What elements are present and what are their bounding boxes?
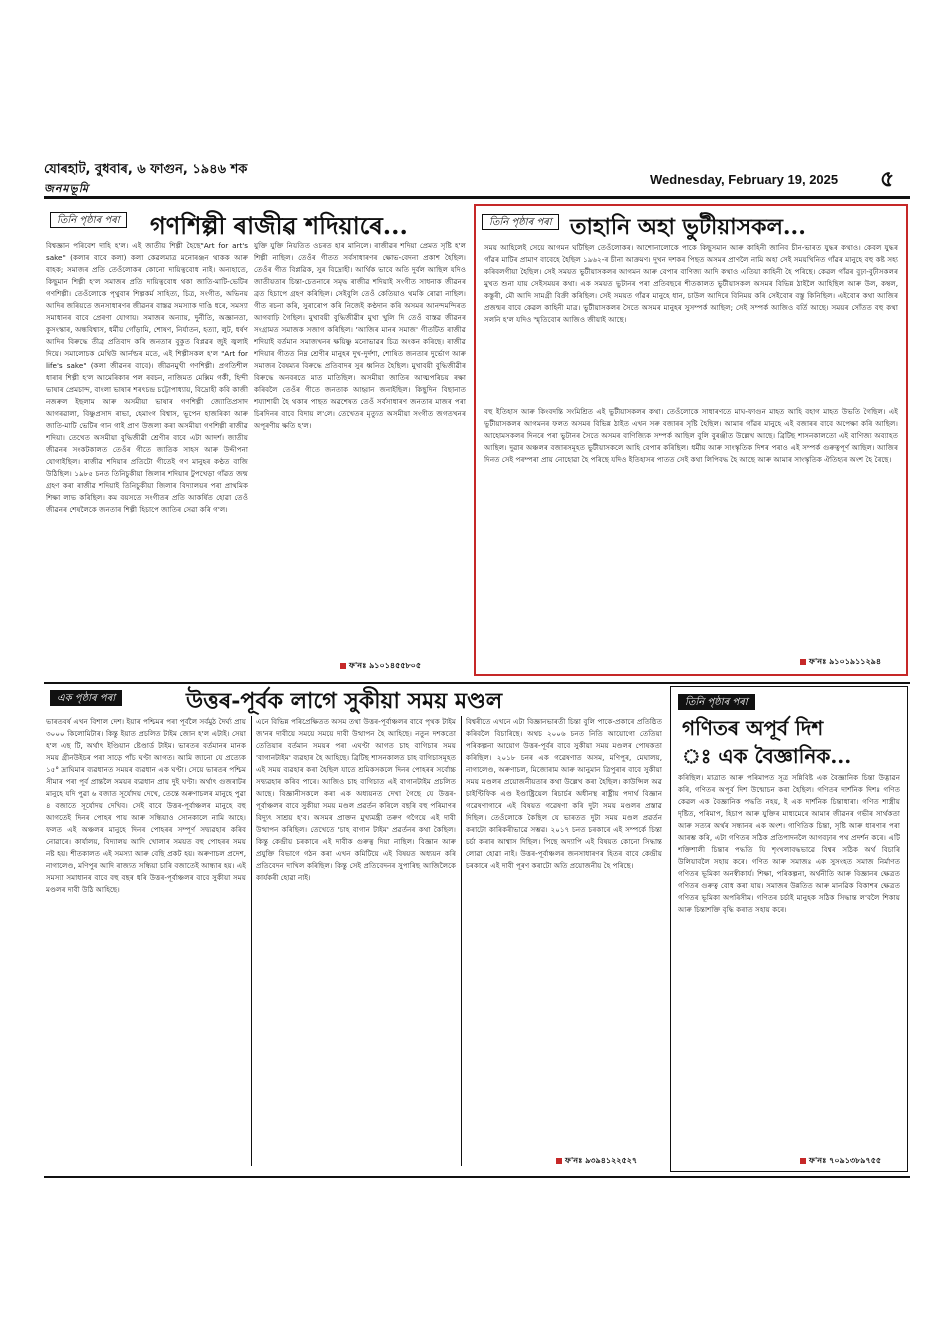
bullet-square-icon: [800, 1158, 806, 1164]
article-4-headline-line2: ঃ এক বৈজ্ঞানিক...: [682, 744, 852, 768]
dateline-english: Wednesday, February 19, 2025: [650, 172, 839, 187]
bullet-square-icon: [340, 663, 346, 669]
dateline-local: যোৰহাট, বুধবাৰ, ৬ ফাগুন, ১৯৪৬ শক: [44, 162, 248, 177]
column-divider: [251, 716, 252, 1166]
article-2-col2: বহু ইতিহাস আৰু কিংবদন্তি সংমিশ্ৰিত এই ভুটীয়াসকলৰ কথা। তেওঁলোকে সাধাৰণতে মাঘ-ফাগুন মাহত আহি বহাগ মাহত উভতি গৈছিল। এই ভুটীয়াসকলৰ আগমনৰ ফলত অসমৰ বিভিন্ন ঠাইত এখন সৰু বজাৰৰ সৃষ্টি হৈছিল। আমাৰ গাঁৱৰ মানুহে এই বজাৰৰ বাবে অপেক্ষা কৰি আছিল। আহোমসকলৰ দিনৰে পৰা ভুটানৰ সৈতে অসমৰ বাণিজ্যিক সম্পৰ্ক আছিল বুলি বুৰঞ্জীত উল্লেখ আছে। ব্ৰিটিছ শাসনকালতো এই বাণিজ্য অব্যাহত আছিল। দুৱাৰ অঞ্চলৰ বজাৰসমূহত ভুটীয়াসকলে আহি বেপাৰ কৰিছিল। ধৰ্মীয় আৰু সাংস্কৃতিক দিশৰ পৰাও এই সম্পৰ্ক গুৰুত্বপূৰ্ণ আছিল। আজিৰ দিনত সেই পৰম্পৰা প্ৰায় নোহোৱা হৈ পৰিছে যদিও ইতিহাসৰ পাতত সেই কথা লিপিবদ্ধ হৈ আছে আৰু আমাৰ সাংস্কৃতিক ঐতিহ্যৰ অংশ হৈ ৰৈছে।: [484, 407, 898, 464]
article-2-tag: তিনি পৃষ্ঠাৰ পৰা: [482, 214, 559, 230]
article-3-phone: [556, 1155, 637, 1168]
article-1-col1: বিশ্বজ্ঞান পৰিবেশ দাহি হ'ল। এই জাতীয় শিল্পী হৈছে"Art for art's sake" (কলাৰ বাবে কলা) কলা কেৱলমাত্ৰ মনোৰঞ্জন থাকক আৰু বাহক; সমাজৰ প্ৰতি তেওঁলোকৰ কোনো দায়িত্ববোধ নাই। অন্যহাতে, কিছুমান শিল্পী হ'ল সমাজৰ প্ৰতি দায়িত্ববোধ থকা জাতি-মাটি-ভেটিৰ গণশিল্পী। তেওঁলোকে পৃথুবাৰ শিল্পকৰ্ম সাহিত্য, চিত্ৰ, সংগীত, অভিনয় আদিৰ জৰিয়তে জনসাধাৰণৰ জীৱনৰ বাস্তৱ সমস্যাক দাঙি ধৰে, সমস্যা সমাধানৰ বাবে প্ৰেৰণা যোগায়। সমাজৰ অন্যায়, দুৰ্নীতি, অজ্ঞানতা, কুসংস্কাৰ, অন্ধবিশ্বাস, ধৰ্মীয় গোঁড়ামি, শোষণ, নিৰ্যাতন, হত্যা, লুট, ধৰ্ষণ আদিৰ বিৰুদ্ধে তীব্ৰ প্ৰতিবাদ কৰি জনতাৰ বুকুত বিপ্লৱৰ জুই জ্বলাই দিয়ে। সমালোচক মেথিউ আৰ্নল্ডৰ মতে, এই শিল্পীসকল হ'ল "Art for life's sake" (কলা জীৱনৰ বাবে)। জীৱনমুখী গণশিল্পী। প্ৰগতিশীল ধাৰাৰ শিল্পী হ'ল আমেৰিকাৰ পল ৰবচন, নাজিমত মেক্সিম গৰ্কী, হিন্দী ভাষাৰ প্ৰেমচান্দ, বাংলা ভাষাৰ শৰৎচন্দ্ৰ চট্টোপাধ্যায়, বিদ্ৰোহী কবি কাজী নজৰুল ইছলাম আৰু অসমীয়া ভাষাৰ গণশিল্পী জ্যোতিপ্ৰসাদ আগৰৱালা, বিষ্ণুপ্ৰসাদ ৰাভা, হেমাংগ বিশ্বাস, ভূপেন হাজৰিকা আৰু জাতি-মাটি ভেটিৰ গান গাই প্ৰাণ উজলা কৰা অসমীয়া গণশিল্পী ৰাজীৱ শদিয়া। তেখেত অসমীয়া বুদ্ধিজীৱী শ্ৰেণীৰ বাবে এটা আদৰ্শ। জাতীয় জীৱনৰ সংকটকালত তেওঁৰ গীতে জাতিক সাহস আৰু উদ্দীপনা যোগাইছিল। ৰাজীৱ শদিয়াৰ প্ৰতিটো গীতেই গণ মানুহৰ কণ্ঠত বাজি উঠিছিল। ১৯৮৫ চনত তিনিচুকীয়া জিলাৰ শদিয়াৰ টুপখেড়া গাঁৱত জন্ম গ্ৰহণ কৰা ৰাজীৱ শদিয়াই তিনিচুকীয়া জিলাৰ বিদ্যালয়ৰ পৰা প্ৰাথমিক শিক্ষা লাভ কৰিছিল। কম বয়সতে সংগীতৰ প্ৰতি আকৰ্ষিত হোৱা তেওঁ জীৱনৰ শেষলৈকে জনতাৰ শিল্পী হিচাপে জাতিৰ সেৱা কৰি গ'ল।: [46, 241, 248, 514]
column-divider: [461, 716, 462, 1166]
article-3-col2: এনে বিভিন্ন পৰিপ্ৰেক্ষিতত অসম তথা উত্তৰ-পূৰ্বাঞ্চলৰ বাবে পৃথক টাইম জ'নৰ দাবীয়ে সময়ে সময়ে দাবী উত্থাপন হৈ আহিছে। নতুন দশকতো তেতিয়াৰ বৰ্তমান সময়ৰ পৰা এঘণ্টা আগত চাহ বাগিচাৰ সময় 'বাগানটাইম' ব্যৱহাৰ হৈ আহিছে। ব্ৰিটিছ শাসনকালত চাহ বাগিচাসমূহত এই সময় ব্যৱহাৰ কৰা হৈছিল যাতে শ্ৰমিকসকলে দিনৰ পোহৰৰ সৰ্বোচ্চ সদ্ব্যৱহাৰ কৰিব পাৰে। আজিও চাহ বাগিচাত এই বাগানটাইম প্ৰচলিত আছে। বিজ্ঞানীসকলে কৰা এক অধ্যয়নত দেখা গৈছে যে উত্তৰ-পূৰ্বাঞ্চলৰ বাবে সুকীয়া সময় মণ্ডল প্ৰৱৰ্তন কৰিলে বছৰি বহু পৰিমাণৰ বিদ্যুৎ সাশ্ৰয় হ'ব। অসমৰ প্ৰাক্তন মুখ্যমন্ত্ৰী তৰুণ গগৈয়ে এই দাবী উত্থাপন কৰিছিল। তেখেতে 'চাহ বাগান টাইম' প্ৰৱৰ্তনৰ কথা কৈছিল। কিন্তু কেন্দ্ৰীয় চৰকাৰে এই দাবীক গুৰুত্ব দিয়া নাছিল। বিজ্ঞান আৰু প্ৰযুক্তি বিভাগে গঠন কৰা এখন কমিটিয়ে এই বিষয়ত অধ্যয়ন কৰি প্ৰতিবেদন দাখিল কৰিছিল। কিন্তু সেই প্ৰতিবেদনৰ সুপাৰিছ আজিলৈকে কাৰ্যকৰী হোৱা নাই।: [256, 717, 456, 882]
footer-rule: [44, 1176, 910, 1178]
header-rule: [44, 196, 910, 199]
article-4-phone: [800, 1155, 881, 1168]
article-1-col2: যুক্তি যুক্তি নিয়তিত ওচৰত হাৰ মানিলে। ৰাজীৱৰ শদিয়া প্ৰেমত সৃষ্টি হ'ল শিল্পী নাছিল। তেওঁৰ গীতত সৰ্বসাধাৰণৰ ক্ষোভ-বেদনা প্ৰকাশ হৈছিল। তেওঁৰ গীত বিপ্লৱিক, সুৰ বিদ্ৰোহী। আৰ্থিক ভাবে অতি দুৰ্বল আছিল যদিও জাতীয়তাৰ চিন্তা-চেতনাৰে সমৃদ্ধ ৰাজীৱ শদিয়াই সংগীত সাধনাক জীৱনৰ ব্ৰত হিচাপে গ্ৰহণ কৰিছিল। সেইবুলি তেওঁ কেতিয়াও থমকি ৰোৱা নাছিল। গীত ৰচনা কৰি, সুৰাৰোপ কৰি নিজেই কণ্ঠদান কৰি অসমৰ আনন্দমন্দিৰত আগবাঢ়ি গৈছিল। মুখাবয়ী বুদ্ধিজীৱীৰ মুখা খুলি দি তেওঁ বাস্তৱ জীৱনৰ সংগ্ৰামত সমাজক সজাগ কৰিছিল। 'আজিৰ মানৰ সমাজ' গীতটিত ৰাজীৱ শদিয়াই বৰ্তমান সমাজখনৰ ক্ষয়িষ্ণু মনোভাৱৰ চিত্ৰ অংকন কৰিছে। ৰাজীৱ শদিয়াৰ গীতত নিম্ন শ্ৰেণীৰ মানুহৰ দুখ-দুৰ্দশা, শোষিত জনতাৰ দুৰ্ভোগ আৰু সমাজৰ বৈষম্যৰ বিৰুদ্ধে প্ৰতিবাদৰ সুৰ ধ্বনিত হৈছিল। মুখাবয়ী বুদ্ধিজীৱীৰ বিৰুদ্ধে অনবৰতে মাত মাতিছিল। অসমীয়া জাতিৰ আত্মপৰিচয় ৰক্ষা কৰিবলৈ তেওঁৰ গীতে জনতাক আহ্বান জনাইছিল। কিছুদিন বিছানাত শয্যাশায়ী হৈ থকাৰ পাছত অৱশেষত তেওঁ সৰ্বসাধাৰণ জনতাৰ মাজৰ পৰা চিৰদিনৰ বাবে বিদায় ল'লে। তেখেতৰ মৃত্যুত অসমীয়া সংগীত জগতখনৰ অপূৰণীয় ক্ষতি হ'ল।: [254, 241, 466, 430]
article-2-phone: [800, 656, 881, 669]
article-3-tag: এক পৃষ্ঠাৰ পৰা: [50, 690, 122, 706]
article-1-phone: [340, 660, 421, 673]
article-3-phone-text: ফ'নঃ ৯৩৯৪১২২৫২৭: [565, 1156, 638, 1165]
masthead-logo: জনমভূমি: [44, 182, 89, 195]
article-1-tag: তিনি পৃষ্ঠাৰ পৰা: [50, 212, 127, 228]
article-2-headline: তাহানি অহা ভুটীয়াসকল...: [570, 214, 806, 240]
article-4-headline-line1: গণিতৰ অপূৰ্ব দিশ: [682, 716, 824, 740]
bullet-square-icon: [556, 1158, 562, 1164]
article-3-col3: বিশ্বৰীতে এখনে এটা বিজ্ঞানভাৰতী চিন্তা বুলি পাকে-প্ৰকাৰে প্ৰতিষ্ঠিত কৰিবলৈ বিচাৰিছে। অথচ ২০০৬ চনত নিতি আয়োগো তেতিয়া পৰিকল্পনা আয়োগ উত্তৰ-পূৰ্বৰ বাবে সুকীয়া সময় মণ্ডলৰ পোষকতা কৰিছিল। ২০১৮ চনৰ এক গৱেষণাত অসম, মণিপুৰ, মেঘালয়, নাগালেণ্ড, অৰুণাচল, মিজোৰাম আৰু আনুমান ত্ৰিপুৰাৰ বাবে সুকীয়া সময় মণ্ডলৰ প্ৰয়োজনীয়তাৰ কথা উল্লেখ কৰা হৈছিল। কাউন্সিল অৱ চাইণ্টিফিক এণ্ড ইণ্ডাষ্ট্ৰিয়েল ৰিচাৰ্চৰ অধীনস্থ ৰাষ্ট্ৰীয় পদাৰ্থ বিজ্ঞান গৱেষণাগাৰে এই বিষয়ত গৱেষণা কৰি দুটা সময় মণ্ডলৰ প্ৰস্তাৱ দিছিল। তেওঁলোকে কৈছিল যে ভাৰতত দুটা সময় মণ্ডল প্ৰৱৰ্তন কৰাটো কাৰিকৰীভাৱে সম্ভৱ। ২০১৭ চনত চৰকাৰে এই সম্পৰ্কে চিন্তা চৰ্চা কৰাৰ আশ্বাস দিছিল। পিছে অদ্যাপি এই বিষয়ত কোনো সিদ্ধান্ত লোৱা হোৱা নাই। উত্তৰ-পূৰ্বাঞ্চলৰ জনসাধাৰণৰ হিতৰ বাবে কেন্দ্ৰীয় চৰকাৰে এই দাবী পূৰণ কৰাটো অতি প্ৰয়োজনীয় হৈ পৰিছে।: [466, 717, 662, 870]
article-1-phone-text: ফ'নঃ ৯১০১৪৫৫৮০৫: [349, 661, 422, 670]
article-1-headline: গণশিল্পী ৰাজীৱ শদিয়াৰে...: [150, 211, 408, 240]
article-2-phone-text: ফ'নঃ ৯১০১৯১১২৯৪: [809, 657, 882, 666]
article-4-tag: তিনি পৃষ্ঠাৰ পৰা: [678, 694, 755, 710]
page-number: ৫: [880, 167, 895, 192]
article-2-col1: সময় আহিলেই সেয়ে আগমন ঘটিছিল তেওঁলোকৰ। আশোনালোকে পাকে কিছুসমান আৰু কাহিনী জানিব চীন-ভাৰত যুদ্ধৰ কথাও। কেবল যুদ্ধৰ গাঁৱৰ মাটিৰ প্ৰামাণ বাবেহে হৈছিল ১৯৬২-ৰ চীনা আক্ৰমণ। দুখন দশকৰ পিছত অসমৰ প্ৰাণলৈ নামি অহা সেই সময়খিনিত গাঁৱৰ মানুহে বহু কষ্ট সহ্য কৰিবলগীয়া হৈছিল। সেই সময়ত ভুটীয়াসকলৰ আগমন আৰু বেপাৰ বাণিজ্য আদি কথাও এতিয়া কাহিনী হৈ পৰিছে। কেৱল গাঁৱৰ বুঢ়া-বুঢ়ীসকলৰ মুখত শুনা যায় সেইসময়ৰ কথা। এক সময়ত ভুটানৰ পৰা প্ৰতিবছৰে শীতকালত ভুটীয়াসকল অসমৰ বিভিন্ন ঠাইলৈ আহিছিল আৰু উল, কম্বল, কস্তুৰী, মৌ আদি সামগ্ৰী বিক্ৰী কৰিছিল। সেই সময়ত গাঁৱৰ মানুহে ধান, চাউল আদিৰে বিনিময় কৰি সেইবোৰ বস্তু কিনিছিল। এইবোৰ কথা আজিৰ প্ৰজন্মৰ বাবে কেৱল কাহিনী মাত্ৰ। ভুটীয়াসকলৰ সৈতে অসমৰ মানুহৰ সুসম্পৰ্ক আছিল; সেই সম্পৰ্ক আজিও বৰ্তি আছে। সময়ৰ সোঁতত বহু কথা সলনি হ'ল যদিও স্মৃতিবোৰ আজিও জীয়াই আছে।: [484, 243, 898, 324]
article-3-col1: ভাৰতবৰ্ষ এখন বিশাল দেশ। ইয়াৰ পশ্চিমৰ পৰা পূৰ্বলৈ সৰ্বমুঠ দৈৰ্ঘ্য প্ৰায় ৩০০০ কিলোমিটাৰ। কিন্তু ইয়াত প্ৰচলিত টাইম জোন হ'ল এটাই। সেয়া হ'ল এছ টি, অৰ্থাৎ ইণ্ডিয়ান ষ্টেণ্ডাৰ্ড টাইম। ভাৰতৰ বৰ্তমানৰ মানক সময় গ্ৰীনউইচৰ পৰা সাড়ে পাঁচ ঘণ্টা আগত। আমি জানো যে প্ৰত্যেক ১৫° দ্ৰাঘিমাৰ ব্যৱধানত সময়ৰ ব্যৱধান এক ঘণ্টা। সেয়ে ভাৰতৰ পশ্চিম সীমাৰ পৰা পূৰ্ব প্ৰান্তলৈ সময়ৰ ব্যৱধান প্ৰায় দুই ঘণ্টা। অৰ্থাৎ গুজৰাটৰ মানুহে যদি পুৱা ৬ বজাত সূৰ্যোদয় দেখে, তেন্তে অৰুণাচলৰ মানুহে পুৱা ৪ বজাতে সূৰ্যোদয় দেখিব। সেই বাবে উত্তৰ-পূৰ্বাঞ্চলৰ মানুহে বহু আগতেই দিনৰ পোহৰ পায় আৰু সন্ধিয়াও সোনকালে নামি আহে। ফলত এই অঞ্চলৰ মানুহে দিনৰ পোহৰৰ সম্পূৰ্ণ সদ্ব্যৱহাৰ কৰিব নোৱাৰে। কাৰ্যালয়, বিদ্যালয় আদি খোলাৰ সময়ত বহু পোহৰৰ সময় নষ্ট হয়। শীতকালত এই সমস্যা আৰু বেছি প্ৰকট হয়। অৰুণাচল প্ৰদেশ, নাগালেণ্ড, মণিপুৰ আদি ৰাজ্যত সন্ধিয়া চাৰি বজাতেই আন্ধাৰ হয়। এই সমস্যা সমাধানৰ বাবে বহু বছৰ ধৰি উত্তৰ-পূৰ্বাঞ্চলৰ বাবে সুকীয়া সময় মণ্ডলৰ দাবী উঠি আহিছে।: [46, 717, 246, 894]
article-3-headline: উত্তৰ-পূৰ্বক লাগে সুকীয়া সময় মণ্ডল: [186, 688, 503, 714]
article-4-col1: কৰিছিল। মাত্ৰাত আৰু পৰিমাপত সূত্ৰ সন্নিবিষ্ট এক বৈজ্ঞানিক চিন্তা উদ্ভাৱন কৰি, গণিতৰ অপূৰ্ব দিশ উন্মোচন কৰা হৈছিল। গণিতৰ দাৰ্শনিক দিশঃ গণিত কেৱল এক বৈজ্ঞানিক পদ্ধতি নহয়, ই এক দাৰ্শনিক চিন্তাধাৰা। গণিত শাস্ত্ৰীয় দৃষ্টিত, পৰিমাপ, হিচাপ আৰু যুক্তিৰ মাধ্যমেৰে আমাৰ জীৱনৰ গভীৰ সাৰ্থকতা আৰু সত্যৰ অৰ্থৰ সন্ধানৰ এক অংশ। গাণিতিক চিন্তা, সৃষ্টি আৰু ধাৰণাৰ পৰা আৰম্ভ কৰি, এটা গণিতৰ সঠিক প্ৰতিপাদনলৈ আগবঢ়াৰ পথ প্ৰদৰ্শন কৰে। এটি শক্তিশালী চিন্তাৰ পদ্ধতি যি শৃংখলাবদ্ধভাৱে বিশ্বৰ সঠিক অৰ্থ বিচাৰি উলিয়াবলৈ সহায় কৰে। গণিত আৰু সমাজঃ এক সুসংহত সমাজ নিৰ্মাণত গণিতৰ ভূমিকা অনস্বীকাৰ্য। শিক্ষা, পৰিকল্পনা, অৰ্থনীতি আৰু বিজ্ঞানৰ ক্ষেত্ৰত গণিতৰ গুৰুত্ব বোধ কৰা যায়। সমাজৰ উন্নতিত আৰু মানৱিক বিকাশৰ ক্ষেত্ৰত গণিতৰ ভূমিকা অপৰিসীম। গণিতৰ চৰ্চাই মানুহক সঠিক সিদ্ধান্ত ল'বলৈ শিকায় আৰু চিন্তাশক্তি বৃদ্ধি কৰাত সহায় কৰে।: [678, 773, 900, 914]
bullet-square-icon: [800, 659, 806, 665]
article-4-phone-text: ফ'নঃ ৭০৯১৩৮৯৭৫৫: [809, 1156, 882, 1165]
